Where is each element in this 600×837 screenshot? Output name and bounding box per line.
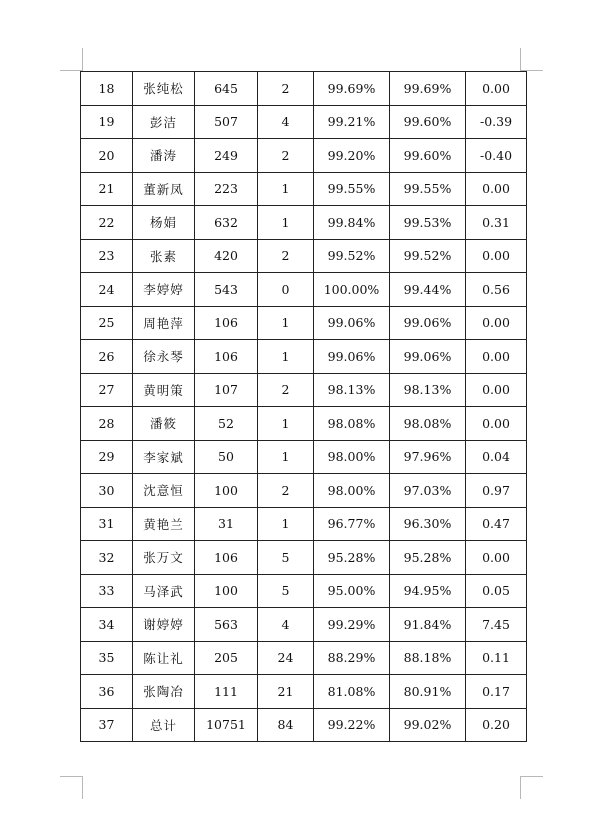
rate-a-cell: 99.69% (314, 72, 390, 106)
page-corner-mark-bottom-left (60, 776, 83, 799)
name-cell: 张素 (133, 239, 195, 273)
row-number-cell: 22 (81, 206, 133, 240)
row-number-cell: 20 (81, 139, 133, 173)
rate-a-cell: 99.52% (314, 239, 390, 273)
total-count-cell: 111 (195, 675, 258, 709)
rate-b-cell: 98.08% (390, 407, 466, 441)
difference-cell: 0.56 (466, 273, 527, 307)
rate-a-cell: 100.00% (314, 273, 390, 307)
difference-cell: 0.00 (466, 172, 527, 206)
table-row (81, 72, 527, 106)
rate-b-cell: 95.28% (390, 541, 466, 575)
rate-a-cell: 99.06% (314, 306, 390, 340)
name-cell: 黄明策 (133, 373, 195, 407)
rate-a-cell: 95.28% (314, 541, 390, 575)
error-count-cell: 1 (258, 172, 314, 206)
table-row (81, 507, 527, 541)
row-number-cell: 28 (81, 407, 133, 441)
table-row (81, 474, 527, 508)
error-count-cell: 2 (258, 373, 314, 407)
table-row (81, 139, 527, 173)
rate-a-cell: 81.08% (314, 675, 390, 709)
difference-cell: 0.00 (466, 239, 527, 273)
rate-b-cell: 96.30% (390, 507, 466, 541)
name-cell: 周艳萍 (133, 306, 195, 340)
error-count-cell: 2 (258, 139, 314, 173)
difference-cell: 0.31 (466, 206, 527, 240)
rate-a-cell: 98.13% (314, 373, 390, 407)
page-corner-mark-bottom-right (520, 776, 543, 799)
table-row (81, 708, 527, 742)
rate-b-cell: 99.06% (390, 340, 466, 374)
total-count-cell: 106 (195, 306, 258, 340)
error-count-cell: 4 (258, 608, 314, 642)
name-cell: 张万文 (133, 541, 195, 575)
row-number-cell: 26 (81, 340, 133, 374)
total-count-cell: 107 (195, 373, 258, 407)
name-cell: 总计 (133, 708, 195, 742)
row-number-cell: 27 (81, 373, 133, 407)
total-count-cell: 563 (195, 608, 258, 642)
name-cell: 陈让礼 (133, 641, 195, 675)
difference-cell: 0.47 (466, 507, 527, 541)
table-row (81, 206, 527, 240)
rate-b-cell: 99.02% (390, 708, 466, 742)
table-row (81, 407, 527, 441)
error-count-cell: 2 (258, 72, 314, 106)
rate-b-cell: 97.96% (390, 440, 466, 474)
total-count-cell: 106 (195, 340, 258, 374)
table-row (81, 440, 527, 474)
data-table (80, 71, 527, 742)
table-row (81, 675, 527, 709)
error-count-cell: 21 (258, 675, 314, 709)
name-cell: 徐永琴 (133, 340, 195, 374)
total-count-cell: 249 (195, 139, 258, 173)
rate-b-cell: 99.44% (390, 273, 466, 307)
page-corner-mark-top-right (520, 48, 543, 71)
difference-cell: 0.97 (466, 474, 527, 508)
name-cell: 张纯松 (133, 72, 195, 106)
row-number-cell: 35 (81, 641, 133, 675)
error-count-cell: 4 (258, 105, 314, 139)
rate-b-cell: 99.69% (390, 72, 466, 106)
rate-a-cell: 99.21% (314, 105, 390, 139)
rate-a-cell: 99.20% (314, 139, 390, 173)
row-number-cell: 25 (81, 306, 133, 340)
rate-b-cell: 99.60% (390, 139, 466, 173)
error-count-cell: 24 (258, 641, 314, 675)
total-count-cell: 31 (195, 507, 258, 541)
total-count-cell: 106 (195, 541, 258, 575)
rate-a-cell: 98.00% (314, 440, 390, 474)
row-number-cell: 36 (81, 675, 133, 709)
rate-a-cell: 99.06% (314, 340, 390, 374)
total-count-cell: 223 (195, 172, 258, 206)
name-cell: 谢婷婷 (133, 608, 195, 642)
rate-b-cell: 91.84% (390, 608, 466, 642)
rate-b-cell: 99.60% (390, 105, 466, 139)
name-cell: 董新凤 (133, 172, 195, 206)
rate-b-cell: 99.53% (390, 206, 466, 240)
row-number-cell: 33 (81, 574, 133, 608)
row-number-cell: 34 (81, 608, 133, 642)
total-count-cell: 420 (195, 239, 258, 273)
total-count-cell: 100 (195, 574, 258, 608)
error-count-cell: 5 (258, 541, 314, 575)
error-count-cell: 84 (258, 708, 314, 742)
difference-cell: 0.00 (466, 541, 527, 575)
rate-b-cell: 94.95% (390, 574, 466, 608)
difference-cell: 0.04 (466, 440, 527, 474)
table-row (81, 340, 527, 374)
row-number-cell: 24 (81, 273, 133, 307)
difference-cell: -0.39 (466, 105, 527, 139)
difference-cell: 0.11 (466, 641, 527, 675)
total-count-cell: 645 (195, 72, 258, 106)
row-number-cell: 29 (81, 440, 133, 474)
difference-cell: 0.00 (466, 340, 527, 374)
table-row (81, 641, 527, 675)
error-count-cell: 1 (258, 440, 314, 474)
table-row (81, 105, 527, 139)
name-cell: 潘涛 (133, 139, 195, 173)
error-count-cell: 2 (258, 239, 314, 273)
row-number-cell: 21 (81, 172, 133, 206)
difference-cell: -0.40 (466, 139, 527, 173)
row-number-cell: 30 (81, 474, 133, 508)
error-count-cell: 2 (258, 474, 314, 508)
rate-b-cell: 99.52% (390, 239, 466, 273)
row-number-cell: 37 (81, 708, 133, 742)
difference-cell: 0.05 (466, 574, 527, 608)
rate-b-cell: 99.06% (390, 306, 466, 340)
name-cell: 彭洁 (133, 105, 195, 139)
total-count-cell: 52 (195, 407, 258, 441)
rate-b-cell: 97.03% (390, 474, 466, 508)
row-number-cell: 31 (81, 507, 133, 541)
rate-a-cell: 88.29% (314, 641, 390, 675)
row-number-cell: 18 (81, 72, 133, 106)
name-cell: 李家斌 (133, 440, 195, 474)
table-row (81, 574, 527, 608)
rate-a-cell: 98.00% (314, 474, 390, 508)
rate-b-cell: 88.18% (390, 641, 466, 675)
rate-b-cell: 80.91% (390, 675, 466, 709)
total-count-cell: 205 (195, 641, 258, 675)
difference-cell: 0.17 (466, 675, 527, 709)
row-number-cell: 32 (81, 541, 133, 575)
name-cell: 李婷婷 (133, 273, 195, 307)
name-cell: 潘筱 (133, 407, 195, 441)
rate-b-cell: 98.13% (390, 373, 466, 407)
table-row (81, 608, 527, 642)
error-count-cell: 1 (258, 407, 314, 441)
name-cell: 沈意恒 (133, 474, 195, 508)
error-count-cell: 0 (258, 273, 314, 307)
total-count-cell: 50 (195, 440, 258, 474)
total-count-cell: 10751 (195, 708, 258, 742)
table-row (81, 239, 527, 273)
difference-cell: 0.00 (466, 72, 527, 106)
row-number-cell: 19 (81, 105, 133, 139)
total-count-cell: 543 (195, 273, 258, 307)
difference-cell: 0.20 (466, 708, 527, 742)
name-cell: 马泽武 (133, 574, 195, 608)
error-count-cell: 1 (258, 306, 314, 340)
rate-a-cell: 95.00% (314, 574, 390, 608)
difference-cell: 0.00 (466, 407, 527, 441)
table-row (81, 273, 527, 307)
name-cell: 黄艳兰 (133, 507, 195, 541)
difference-cell: 0.00 (466, 373, 527, 407)
total-count-cell: 100 (195, 474, 258, 508)
name-cell: 杨娟 (133, 206, 195, 240)
difference-cell: 0.00 (466, 306, 527, 340)
error-count-cell: 1 (258, 507, 314, 541)
total-count-cell: 632 (195, 206, 258, 240)
page-corner-mark-top-left (60, 48, 83, 71)
table-row (81, 373, 527, 407)
table-body (81, 72, 527, 742)
rate-a-cell: 99.84% (314, 206, 390, 240)
error-count-cell: 5 (258, 574, 314, 608)
table-row (81, 541, 527, 575)
rate-b-cell: 99.55% (390, 172, 466, 206)
rate-a-cell: 96.77% (314, 507, 390, 541)
rate-a-cell: 98.08% (314, 407, 390, 441)
rate-a-cell: 99.55% (314, 172, 390, 206)
error-count-cell: 1 (258, 206, 314, 240)
difference-cell: 7.45 (466, 608, 527, 642)
rate-a-cell: 99.29% (314, 608, 390, 642)
row-number-cell: 23 (81, 239, 133, 273)
table-row (81, 306, 527, 340)
total-count-cell: 507 (195, 105, 258, 139)
error-count-cell: 1 (258, 340, 314, 374)
table-row (81, 172, 527, 206)
rate-a-cell: 99.22% (314, 708, 390, 742)
name-cell: 张陶冶 (133, 675, 195, 709)
